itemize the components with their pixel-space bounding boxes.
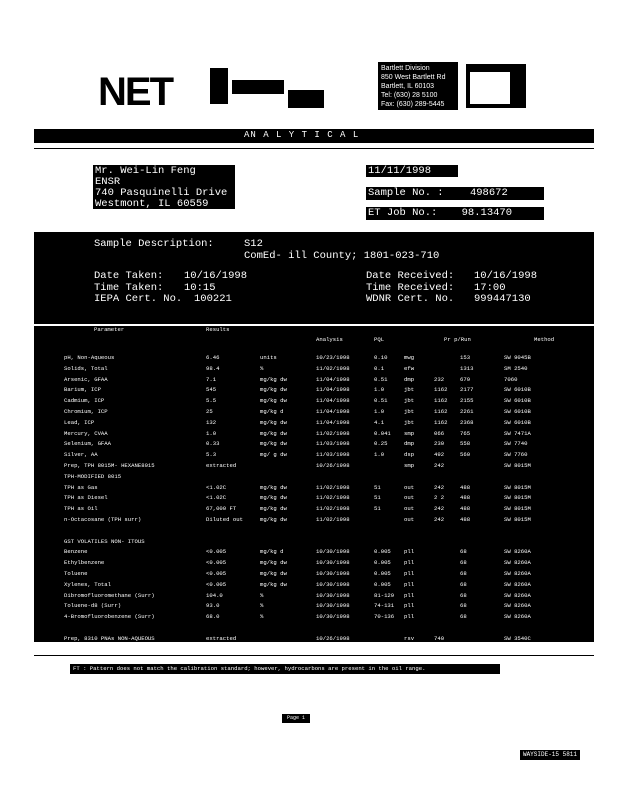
cell-pql: 0.51 bbox=[374, 375, 388, 383]
client-street: 740 Pasquinelli Drive bbox=[95, 187, 228, 199]
cell-prep: 1162 bbox=[434, 408, 448, 415]
cell-prep: 232 bbox=[434, 375, 445, 383]
header-parameter: Parameter bbox=[94, 326, 125, 333]
cell-prep: 1162 bbox=[434, 418, 448, 426]
cell-result: 104.0 bbox=[206, 591, 223, 599]
job-number-label: ET Job No.: bbox=[368, 207, 438, 219]
cell-run: 68 bbox=[460, 559, 467, 567]
date-received: 10/16/1998 bbox=[474, 270, 538, 282]
cell-date: 11/04/1998 bbox=[316, 375, 350, 383]
cell-result: 25 bbox=[206, 408, 213, 415]
date-taken-label: Date Taken: bbox=[94, 270, 164, 282]
cell-run: 68 bbox=[460, 591, 467, 599]
cell-pql: 0.005 bbox=[374, 559, 391, 567]
table-row bbox=[34, 451, 594, 461]
cell-result: 7.1 bbox=[206, 375, 217, 383]
sample-number: 498672 bbox=[469, 187, 508, 199]
cell-parameter: Solids, Total bbox=[64, 364, 108, 372]
logo-net-text: NET bbox=[98, 70, 172, 114]
cell-units: mg/kg dw bbox=[260, 375, 287, 383]
time-taken: 10:15 bbox=[184, 282, 216, 294]
cell-parameter: Arsenic, GFAA bbox=[64, 375, 108, 383]
cell-units: % bbox=[260, 364, 264, 372]
cell-date: 11/04/1998 bbox=[316, 408, 350, 415]
logo-block-2 bbox=[232, 80, 284, 94]
header-results: Results bbox=[206, 326, 230, 333]
table-row bbox=[34, 624, 594, 634]
cell-run: 68 bbox=[460, 580, 467, 588]
cell-pql: 0.10 bbox=[374, 354, 388, 361]
cell-method: SW 8015M bbox=[504, 516, 531, 523]
cell-result: 6.46 bbox=[206, 354, 220, 361]
header-prep-run: Pr p/Run bbox=[444, 336, 471, 343]
cell-result: <0.005 bbox=[206, 548, 227, 556]
table-row bbox=[34, 430, 594, 440]
cell-parameter: Toluene-d8 (Surr) bbox=[64, 602, 122, 610]
cell-parameter: Lead, ICP bbox=[64, 418, 95, 426]
cell-units: mg/kg dw bbox=[260, 429, 287, 437]
cell-units: mg/kg dw bbox=[260, 386, 287, 394]
cell-units: mg/kg dw bbox=[260, 559, 287, 567]
cell-method: SW 8260A bbox=[504, 602, 531, 610]
lab-address-box bbox=[466, 64, 526, 108]
table-row bbox=[34, 538, 594, 548]
wdnr-label: WDNR Cert. No. bbox=[366, 293, 455, 305]
time-received-label: Time Received: bbox=[366, 282, 455, 294]
header-method: Method bbox=[534, 336, 555, 343]
table-row bbox=[34, 505, 594, 515]
cell-result: <0.005 bbox=[206, 580, 227, 588]
cell-parameter: Xylenes, Total bbox=[64, 580, 111, 588]
cell-units: mg/kg dw bbox=[260, 440, 287, 448]
cell-prep: 2 2 bbox=[434, 494, 445, 502]
cell-run: 2177 bbox=[460, 386, 474, 394]
table-header-row bbox=[34, 326, 594, 336]
cell-pql: 0.1 bbox=[374, 364, 385, 372]
cell-parameter: pH, Non-Aqueous bbox=[64, 354, 115, 361]
cell-analyst: mwg bbox=[404, 354, 415, 361]
cell-analyst: out bbox=[404, 494, 415, 502]
client-company: ENSR bbox=[95, 176, 121, 188]
table-row bbox=[34, 397, 594, 407]
address-box-inset bbox=[470, 72, 510, 104]
cell-result: 1.0 bbox=[206, 429, 217, 437]
address-line: Bartlett Division bbox=[381, 65, 430, 72]
cell-pql: 0.005 bbox=[374, 570, 391, 577]
cell-analyst: pll bbox=[404, 580, 415, 588]
cell-run: 2261 bbox=[460, 408, 474, 415]
cell-result: <1.02C bbox=[206, 494, 227, 502]
table-row bbox=[34, 354, 594, 364]
cell-date: 11/02/1998 bbox=[316, 429, 350, 437]
table-row bbox=[34, 419, 594, 429]
sample-number-label: Sample No. : bbox=[368, 187, 444, 199]
time-received: 17:00 bbox=[474, 282, 506, 294]
cell-method: SW 6010B bbox=[504, 397, 531, 405]
cell-date: 11/02/1998 bbox=[316, 505, 350, 513]
table-row bbox=[34, 635, 594, 645]
table-row bbox=[34, 613, 594, 623]
cell-result: <1.02C bbox=[206, 483, 227, 491]
cell-pql: 51 bbox=[374, 494, 381, 502]
cell-analyst: jbt bbox=[404, 397, 415, 405]
cell-parameter: 4-Bromofluorobenzene (Surr) bbox=[64, 613, 155, 621]
cell-date: 10/30/1998 bbox=[316, 613, 350, 621]
cell-parameter: Dibromofluoromethane (Surr) bbox=[64, 591, 155, 599]
header-rule bbox=[34, 148, 594, 149]
table-row bbox=[34, 527, 594, 537]
cell-method: SW 8260A bbox=[504, 613, 531, 621]
table-row bbox=[34, 494, 594, 504]
cell-parameter: Toluene bbox=[64, 570, 88, 577]
cell-date: 10/26/1998 bbox=[316, 634, 350, 642]
header-analysis: Analysis bbox=[316, 336, 343, 343]
cell-units: % bbox=[260, 591, 264, 599]
cell-date: 11/04/1998 bbox=[316, 397, 350, 405]
cell-pql: 0.005 bbox=[374, 548, 391, 556]
results-table bbox=[34, 326, 594, 642]
cell-pql: 51 bbox=[374, 483, 381, 491]
table-row bbox=[34, 592, 594, 602]
cell-pql: 0.041 bbox=[374, 429, 391, 437]
cell-method: SW 9045B bbox=[504, 354, 531, 361]
cell-date: 11/02/1998 bbox=[316, 516, 350, 523]
cell-units: mg/kg dw bbox=[260, 570, 287, 577]
cell-pql: 1.0 bbox=[374, 408, 385, 415]
cell-units: % bbox=[260, 602, 264, 610]
cell-prep: 1162 bbox=[434, 386, 448, 394]
cell-prep: 066 bbox=[434, 429, 445, 437]
banner-band bbox=[34, 129, 594, 143]
cell-parameter: Benzene bbox=[64, 548, 88, 556]
cell-analyst: smp bbox=[404, 462, 415, 469]
cell-parameter: Chromium, ICP bbox=[64, 408, 108, 415]
cell-parameter: TPH as Diesel bbox=[64, 494, 108, 502]
cell-analyst: pll bbox=[404, 602, 415, 610]
cell-prep: 242 bbox=[434, 516, 445, 523]
client-name: Mr. Wei-Lin Feng bbox=[95, 165, 196, 177]
cell-result: 132 bbox=[206, 418, 217, 426]
sample-number-line bbox=[366, 187, 544, 200]
cell-parameter: Prep, TPH 8015M- HEXANE8015 bbox=[64, 462, 155, 469]
cell-run: 488 bbox=[460, 483, 471, 491]
cell-date: 10/30/1998 bbox=[316, 580, 350, 588]
cell-analyst: rsv bbox=[404, 634, 415, 642]
cell-result: extracted bbox=[206, 634, 237, 642]
table-row bbox=[34, 581, 594, 591]
cell-result: 5.5 bbox=[206, 397, 217, 405]
header-pql: PQL bbox=[374, 336, 385, 343]
banner-text: AN A L Y T I C A L bbox=[244, 130, 360, 140]
cell-method: SW 8015M bbox=[504, 505, 531, 513]
logo-block-1 bbox=[210, 68, 228, 104]
cell-run: 765 bbox=[460, 429, 471, 437]
cell-analyst: pll bbox=[404, 613, 415, 621]
cell-run: 68 bbox=[460, 613, 467, 621]
sample-description-label: Sample Description: bbox=[94, 238, 214, 250]
cell-prep: 1162 bbox=[434, 397, 448, 405]
cell-pql: 70-136 bbox=[374, 613, 395, 621]
report-date: 11/11/1998 bbox=[366, 165, 458, 177]
date-received-label: Date Received: bbox=[366, 270, 455, 282]
client-block bbox=[93, 165, 235, 209]
cell-result: extracted bbox=[206, 462, 237, 469]
table-row bbox=[34, 559, 594, 569]
cell-pql: 4.1 bbox=[374, 418, 385, 426]
cell-method: SW 7740 bbox=[504, 440, 528, 448]
cell-method: SW 6010B bbox=[504, 408, 531, 415]
cell-units: % bbox=[260, 613, 264, 621]
lab-address bbox=[378, 62, 458, 110]
cell-prep: 242 bbox=[434, 462, 445, 469]
cell-prep: 492 bbox=[434, 451, 445, 459]
cell-run: 558 bbox=[460, 440, 471, 448]
cell-analyst: jbt bbox=[404, 418, 415, 426]
job-number-line bbox=[366, 207, 544, 220]
cell-date: 10/30/1998 bbox=[316, 591, 350, 599]
cell-pql: 0.51 bbox=[374, 397, 388, 405]
cell-result: 67,000 FT bbox=[206, 505, 237, 513]
cell-analyst: dmp bbox=[404, 375, 415, 383]
cell-method: SW 8015M bbox=[504, 462, 531, 469]
cell-analyst: jbt bbox=[404, 386, 415, 394]
cell-pql: 81-129 bbox=[374, 591, 395, 599]
table-row bbox=[34, 440, 594, 450]
table-row bbox=[34, 408, 594, 418]
cell-analyst: dmp bbox=[404, 440, 415, 448]
cell-method: SW 8015M bbox=[504, 494, 531, 502]
cell-analyst: jbt bbox=[404, 408, 415, 415]
cell-analyst: pll bbox=[404, 548, 415, 556]
cell-method: SW 3540C bbox=[504, 634, 531, 642]
cell-analyst: dsp bbox=[404, 451, 415, 459]
cell-parameter: n-Octacosane (TPH surr) bbox=[64, 516, 142, 523]
iepa-label: IEPA Cert. No. bbox=[94, 293, 183, 305]
cell-date: 11/04/1998 bbox=[316, 418, 350, 426]
cell-method: SW 8260A bbox=[504, 548, 531, 556]
time-taken-label: Time Taken: bbox=[94, 282, 164, 294]
cell-date: 10/26/1998 bbox=[316, 462, 350, 469]
cell-units: mg/ g dw bbox=[260, 451, 287, 459]
table-subheader-row bbox=[34, 336, 594, 346]
cell-method: SW 8260A bbox=[504, 570, 531, 577]
table-row bbox=[34, 462, 594, 472]
table-row bbox=[34, 365, 594, 375]
cell-pql: 51 bbox=[374, 505, 381, 513]
cell-units: mg/kg dw bbox=[260, 580, 287, 588]
document-stamp: WAYSIDE-15 5811 bbox=[520, 750, 580, 760]
cell-pql: 74-131 bbox=[374, 602, 395, 610]
cell-units: mg/kg dw bbox=[260, 505, 287, 513]
sample-site: ComEd- ill County; 1801-023-710 bbox=[244, 250, 440, 262]
cell-run: 68 bbox=[460, 570, 467, 577]
cell-run: 68 bbox=[460, 602, 467, 610]
wdnr-number: 999447130 bbox=[474, 293, 531, 305]
cell-result: 68.0 bbox=[206, 613, 220, 621]
cell-date: 11/03/1998 bbox=[316, 440, 350, 448]
job-number: 98.13470 bbox=[461, 207, 513, 219]
cell-prep: 740 bbox=[434, 634, 445, 642]
footnote: FT : Pattern does not match the calibration standard; however, hydrocarbons are present in the oil range. bbox=[70, 664, 500, 674]
cell-method: SW 8260A bbox=[504, 580, 531, 588]
cell-prep: 230 bbox=[434, 440, 445, 448]
address-line: Fax: (630) 289-5445 bbox=[381, 101, 445, 108]
cell-date: 11/02/1998 bbox=[316, 364, 350, 372]
address-line: Tel: (630) 28 5100 bbox=[381, 92, 438, 99]
cell-parameter: Barium, ICP bbox=[64, 386, 101, 394]
cell-result: 98.4 bbox=[206, 364, 220, 372]
cell-parameter: GST VOLATILES NON- ITOUS bbox=[64, 537, 145, 545]
cell-units: mg/kg d bbox=[260, 548, 284, 556]
cell-parameter: Ethylbenzene bbox=[64, 559, 105, 567]
cell-analyst: smp bbox=[404, 429, 415, 437]
cell-prep: 242 bbox=[434, 483, 445, 491]
cell-date: 11/02/1998 bbox=[316, 494, 350, 502]
cell-method: SW 8260A bbox=[504, 559, 531, 567]
address-line: 850 West Bartlett Rd bbox=[381, 74, 446, 81]
cell-units: mg/kg d bbox=[260, 408, 284, 415]
report-info bbox=[366, 165, 544, 221]
cell-method: SM 2540 bbox=[504, 364, 528, 372]
cell-result: <0.005 bbox=[206, 570, 227, 577]
cell-date: 10/30/1998 bbox=[316, 559, 350, 567]
cell-run: 1313 bbox=[460, 364, 474, 372]
cell-date: 10/23/1998 bbox=[316, 354, 350, 361]
cell-units: mg/kg dw bbox=[260, 516, 287, 523]
cell-run: 560 bbox=[460, 451, 471, 459]
cell-parameter: Prep, 8310 PNAs NON-AQUEOUS bbox=[64, 634, 155, 642]
cell-run: 2155 bbox=[460, 397, 474, 405]
table-row bbox=[34, 570, 594, 580]
cell-analyst: pll bbox=[404, 570, 415, 577]
cell-units: mg/kg dw bbox=[260, 397, 287, 405]
cell-analyst: out bbox=[404, 505, 415, 513]
table-row bbox=[34, 516, 594, 526]
address-line: Bartlett, IL 60103 bbox=[381, 83, 435, 90]
iepa-number: 100221 bbox=[194, 293, 232, 305]
cell-date: 11/04/1998 bbox=[316, 386, 350, 394]
cell-result: <0.005 bbox=[206, 559, 227, 567]
cell-pql: 1.0 bbox=[374, 451, 385, 459]
cell-method: SW 6010B bbox=[504, 418, 531, 426]
sample-description-id: S12 bbox=[244, 238, 263, 250]
table-row bbox=[34, 386, 594, 396]
cell-prep: 242 bbox=[434, 505, 445, 513]
cell-result: 545 bbox=[206, 386, 217, 394]
cell-analyst: pll bbox=[404, 559, 415, 567]
cell-date: 11/03/1998 bbox=[316, 451, 350, 459]
cell-parameter: Selenium, GFAA bbox=[64, 440, 111, 448]
cell-date: 10/30/1998 bbox=[316, 602, 350, 610]
cell-units: units bbox=[260, 354, 277, 361]
cell-result: 93.0 bbox=[206, 602, 220, 610]
date-taken: 10/16/1998 bbox=[184, 270, 248, 282]
cell-analyst: efw bbox=[404, 364, 415, 372]
cell-run: 679 bbox=[460, 375, 471, 383]
cell-method: SW 6010B bbox=[504, 386, 531, 394]
cell-run: 488 bbox=[460, 516, 471, 523]
table-row bbox=[34, 473, 594, 483]
cell-result: 0.33 bbox=[206, 440, 220, 448]
cell-parameter: Mercury, CVAA bbox=[64, 429, 108, 437]
cell-date: 10/30/1998 bbox=[316, 570, 350, 577]
cell-run: 68 bbox=[460, 548, 467, 556]
cell-result: 5.3 bbox=[206, 451, 217, 459]
footer-rule bbox=[34, 655, 594, 656]
cell-method: SW 7760 bbox=[504, 451, 528, 459]
table-row bbox=[34, 484, 594, 494]
cell-analyst: out bbox=[404, 483, 415, 491]
cell-pql: 0.25 bbox=[374, 440, 388, 448]
cell-pql: 0.005 bbox=[374, 580, 391, 588]
cell-parameter: Cadmium, ICP bbox=[64, 397, 105, 405]
cell-run: 153 bbox=[460, 354, 471, 361]
cell-units: mg/kg dw bbox=[260, 483, 287, 491]
cell-run: 488 bbox=[460, 505, 471, 513]
cell-method: SW 7471A bbox=[504, 429, 531, 437]
sample-info-panel bbox=[34, 232, 594, 324]
cell-analyst: out bbox=[404, 516, 415, 523]
cell-parameter: TPH as Oil bbox=[64, 505, 98, 513]
cell-parameter: Silver, AA bbox=[64, 451, 98, 459]
cell-units: mg/kg dw bbox=[260, 418, 287, 426]
cell-method: SW 8015M bbox=[504, 483, 531, 491]
cell-units: mg/kg dw bbox=[260, 494, 287, 502]
table-row bbox=[34, 548, 594, 558]
cell-parameter: TPH-MODIFIED 8015 bbox=[64, 472, 122, 480]
cell-parameter: TPH as Gas bbox=[64, 483, 98, 491]
cell-pql: 1.0 bbox=[374, 386, 385, 394]
cell-result: Diluted out bbox=[206, 516, 243, 523]
client-city: Westmont, IL 60559 bbox=[95, 198, 209, 210]
cell-method: 7060 bbox=[504, 375, 518, 383]
cell-method: SW 8260A bbox=[504, 591, 531, 599]
cell-run: 488 bbox=[460, 494, 471, 502]
cell-date: 11/02/1998 bbox=[316, 483, 350, 491]
table-row bbox=[34, 376, 594, 386]
table-row bbox=[34, 602, 594, 612]
cell-run: 2368 bbox=[460, 418, 474, 426]
logo-block-3 bbox=[288, 90, 324, 108]
cell-analyst: pll bbox=[404, 591, 415, 599]
page-mark: Page 1 bbox=[282, 714, 310, 723]
cell-date: 10/30/1998 bbox=[316, 548, 350, 556]
